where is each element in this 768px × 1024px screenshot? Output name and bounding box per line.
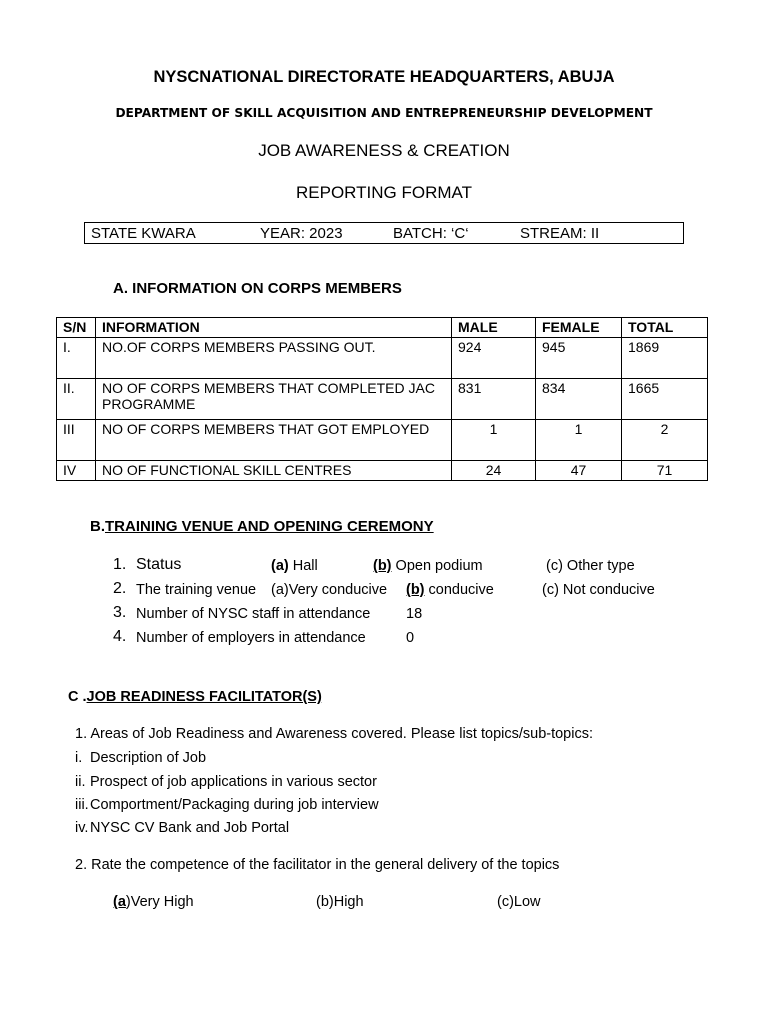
topic-number: iii. bbox=[75, 797, 89, 813]
b-item-3-value: 18 bbox=[406, 606, 423, 622]
cell-female: 1 bbox=[536, 420, 622, 461]
cell-total: 2 bbox=[622, 420, 708, 461]
section-c-prefix: C . bbox=[68, 689, 87, 705]
b-item-1-number: 1. bbox=[113, 556, 127, 573]
b-item-2-option-c: (c) Not conducive bbox=[542, 582, 655, 598]
year-field: YEAR: 2023 bbox=[260, 225, 343, 242]
b-item-1-option-c: (c) Other type bbox=[546, 558, 635, 574]
header-male: MALE bbox=[452, 318, 536, 338]
cell-male: 24 bbox=[452, 461, 536, 481]
corps-members-table bbox=[56, 317, 708, 481]
topic-text: Description of Job bbox=[90, 750, 207, 766]
table-header-row bbox=[57, 318, 708, 338]
table-row bbox=[57, 420, 708, 461]
option-b-text: Open podium bbox=[391, 558, 483, 574]
cell-female: 945 bbox=[536, 338, 622, 379]
header-information: INFORMATION bbox=[96, 318, 452, 338]
rating-a-key: (a bbox=[113, 894, 126, 910]
topic-text: Comportment/Packaging during job interview bbox=[90, 797, 379, 813]
cell-total: 71 bbox=[622, 461, 708, 481]
topic-number: i. bbox=[75, 750, 83, 766]
question-1: 1. Areas of Job Readiness and Awareness covered. Please list topics/sub-topics: bbox=[75, 726, 593, 742]
section-c-heading: JOB READINESS FACILITATOR(S) bbox=[86, 689, 322, 705]
rating-option-b: (b)High bbox=[316, 894, 364, 910]
b-item-2-label: The training venue bbox=[136, 582, 257, 598]
rating-a-text: )Very High bbox=[125, 894, 194, 910]
section-c-title bbox=[68, 689, 322, 705]
state-field: STATE KWARA bbox=[91, 225, 196, 242]
topic-number: ii. bbox=[75, 774, 86, 790]
info-box bbox=[84, 222, 684, 244]
option-b-key: (b) bbox=[406, 582, 425, 598]
cell-total: 1665 bbox=[622, 379, 708, 420]
section-b-title bbox=[90, 518, 434, 535]
cell-info: NO OF FUNCTIONAL SKILL CENTRES bbox=[96, 461, 452, 481]
cell-info: NO.OF CORPS MEMBERS PASSING OUT. bbox=[96, 338, 452, 379]
b-item-4-label: Number of employers in attendance bbox=[136, 630, 366, 646]
table-row bbox=[57, 379, 708, 420]
header-sn: S/N bbox=[57, 318, 96, 338]
stream-field: STREAM: II bbox=[520, 225, 600, 242]
b-item-3-number: 3. bbox=[113, 604, 127, 621]
topic-number: iv. bbox=[75, 820, 89, 836]
table-row bbox=[57, 461, 708, 481]
b-item-3-label: Number of NYSC staff in attendance bbox=[136, 606, 371, 622]
section-b-prefix: B. bbox=[90, 518, 105, 535]
cell-info: NO OF CORPS MEMBERS THAT COMPLETED JAC PROGRAMME bbox=[96, 379, 452, 420]
cell-info: NO OF CORPS MEMBERS THAT GOT EMPLOYED bbox=[96, 420, 452, 461]
cell-male: 1 bbox=[452, 420, 536, 461]
section-b-heading: TRAINING VENUE AND OPENING CEREMONY bbox=[105, 518, 434, 535]
b-item-1-option-b bbox=[373, 558, 483, 574]
b-item-4-value: 0 bbox=[406, 630, 415, 646]
b-item-2-option-b bbox=[406, 582, 494, 598]
department-heading: DEPARTMENT OF SKILL ACQUISITION AND ENTREPRENEURSHIP DEVELOPMENT bbox=[115, 106, 653, 120]
subtitle: JOB AWARENESS & CREATION bbox=[258, 141, 510, 160]
cell-male: 831 bbox=[452, 379, 536, 420]
cell-sn: II. bbox=[57, 379, 96, 420]
document-title: NYSCNATIONAL DIRECTORATE HEADQUARTERS, ABUJA bbox=[153, 68, 615, 86]
cell-female: 834 bbox=[536, 379, 622, 420]
topic-text: Prospect of job applications in various sector bbox=[90, 774, 377, 790]
section-a-title: A. INFORMATION ON CORPS MEMBERS bbox=[113, 280, 402, 297]
option-a-text: Hall bbox=[288, 558, 318, 574]
b-item-4-number: 4. bbox=[113, 628, 127, 645]
reporting-format-heading: REPORTING FORMAT bbox=[296, 183, 472, 202]
batch-field: BATCH: ‘C‘ bbox=[393, 225, 469, 242]
question-2: 2. Rate the competence of the facilitator in the general delivery of the topics bbox=[75, 857, 560, 873]
cell-male: 924 bbox=[452, 338, 536, 379]
cell-total: 1869 bbox=[622, 338, 708, 379]
rating-option-c: (c)Low bbox=[497, 894, 541, 910]
option-b-key: (b) bbox=[373, 558, 392, 574]
b-item-2-option-a: (a)Very conducive bbox=[271, 582, 388, 598]
header-female: FEMALE bbox=[536, 318, 622, 338]
cell-sn: I. bbox=[57, 338, 96, 379]
cell-sn: III bbox=[57, 420, 96, 461]
option-b-text: conducive bbox=[424, 582, 494, 598]
topic-text: NYSC CV Bank and Job Portal bbox=[90, 820, 290, 836]
b-item-2-number: 2. bbox=[113, 580, 127, 597]
table-row bbox=[57, 338, 708, 379]
cell-sn: IV bbox=[57, 461, 96, 481]
option-a-key: (a) bbox=[271, 558, 289, 574]
rating-option-a bbox=[113, 894, 194, 910]
b-item-1-label: Status bbox=[136, 556, 182, 573]
b-item-1-option-a bbox=[271, 558, 318, 574]
cell-female: 47 bbox=[536, 461, 622, 481]
header-total: TOTAL bbox=[622, 318, 708, 338]
